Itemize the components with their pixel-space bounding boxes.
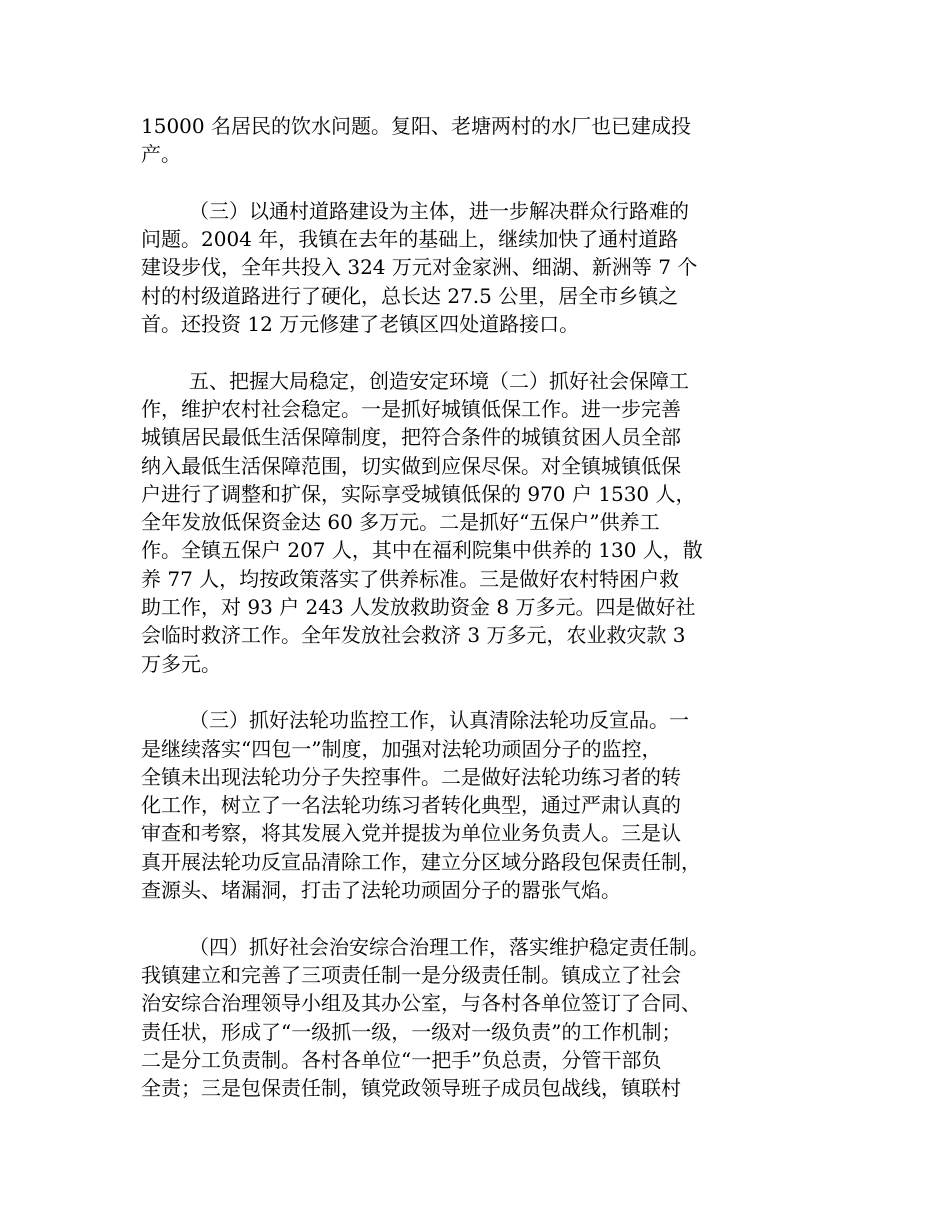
text-line: 15000 名居民的饮水问题。复阳、老塘两村的水厂也已建成投	[141, 114, 691, 138]
text-line: 全年发放低保资金达 60 多万元。二是抓好“五保户”供养工	[141, 510, 660, 535]
text-line: 查源头、堵漏洞，打击了法轮功顽固分子的嚣张气焰。	[141, 878, 621, 903]
text-line: 真开展法轮功反宣品清除工作，建立分区域分路段包保责任制，	[141, 849, 701, 874]
text-line: 责任状，形成了“一级抓一级，一级对一级负责”的工作机制；	[141, 1019, 682, 1044]
text-line: 作。全镇五保户 207 人，其中在福利院集中供养的 130 人，散	[141, 538, 703, 563]
text-line: 五、把握大局稳定，创造安定环境（二）抓好社会保障工	[189, 368, 689, 393]
text-line: 我镇建立和完善了三项责任制一是分级责任制。镇成立了社会	[141, 962, 681, 987]
text-line: 助工作，对 93 户 243 人发放救助资金 8 万多元。四是做好社	[141, 595, 696, 620]
text-line: 是继续落实“四包一”制度，加强对法轮功顽固分子的监控，	[141, 736, 662, 761]
text-line: 二是分工负责制。各村各单位“一把手”负总责，分管干部负	[141, 1047, 662, 1072]
paragraph-public-security	[141, 933, 813, 1103]
text-line: （三）抓好法轮功监控工作，认真清除法轮功反宣品。一	[189, 708, 689, 733]
document-page	[141, 112, 813, 1131]
paragraph-water-supply	[141, 112, 813, 169]
text-line: 村的村级道路进行了硬化，总长达 27.5 公里，居全市乡镇之	[141, 283, 679, 308]
text-line: 会临时救济工作。全年发放社会救济 3 万多元，农业救灾款 3	[141, 623, 686, 648]
text-line: 首。还投资 12 万元修建了老镇区四处道路接口。	[141, 312, 580, 337]
text-line: 治安综合治理领导小组及其办公室，与各村各单位签订了合同、	[141, 991, 701, 1016]
text-line: 全镇未出现法轮功分子失控事件。二是做好法轮功练习者的转	[141, 764, 681, 789]
text-line: 全责；三是包保责任制，镇党政领导班子成员包战线，镇联村	[141, 1076, 681, 1101]
text-line: 产。	[141, 142, 181, 167]
text-line: 户进行了调整和扩保，实际享受城镇低保的 970 户 1530 人，	[141, 481, 696, 506]
text-line: 问题。2004 年，我镇在去年的基础上，继续加快了通村道路	[141, 227, 679, 252]
text-line: 建设步伐，全年共投入 324 万元对金家洲、细湖、新洲等 7 个	[141, 255, 698, 280]
text-line: 审查和考察，将其发展入党并提拔为单位业务负责人。三是认	[141, 821, 681, 846]
paragraph-road-construction	[141, 197, 813, 338]
text-line: 纳入最低生活保障范围，切实做到应保尽保。对全镇城镇低保	[141, 453, 681, 478]
paragraph-social-security	[141, 367, 813, 678]
paragraph-monitoring-work	[141, 706, 813, 904]
text-line: （四）抓好社会治安综合治理工作，落实维护稳定责任制。	[189, 934, 709, 959]
text-line: 养 77 人，均按政策落实了供养标准。三是做好农村特困户救	[141, 566, 680, 591]
text-line: 城镇居民最低生活保障制度，把符合条件的城镇贫困人员全部	[141, 425, 681, 450]
text-line: 作，维护农村社会稳定。一是抓好城镇低保工作。进一步完善	[141, 396, 681, 421]
text-line: （三）以通村道路建设为主体，进一步解决群众行路难的	[189, 198, 689, 223]
text-line: 万多元。	[141, 651, 221, 676]
text-line: 化工作，树立了一名法轮功练习者转化典型，通过严肃认真的	[141, 793, 681, 818]
